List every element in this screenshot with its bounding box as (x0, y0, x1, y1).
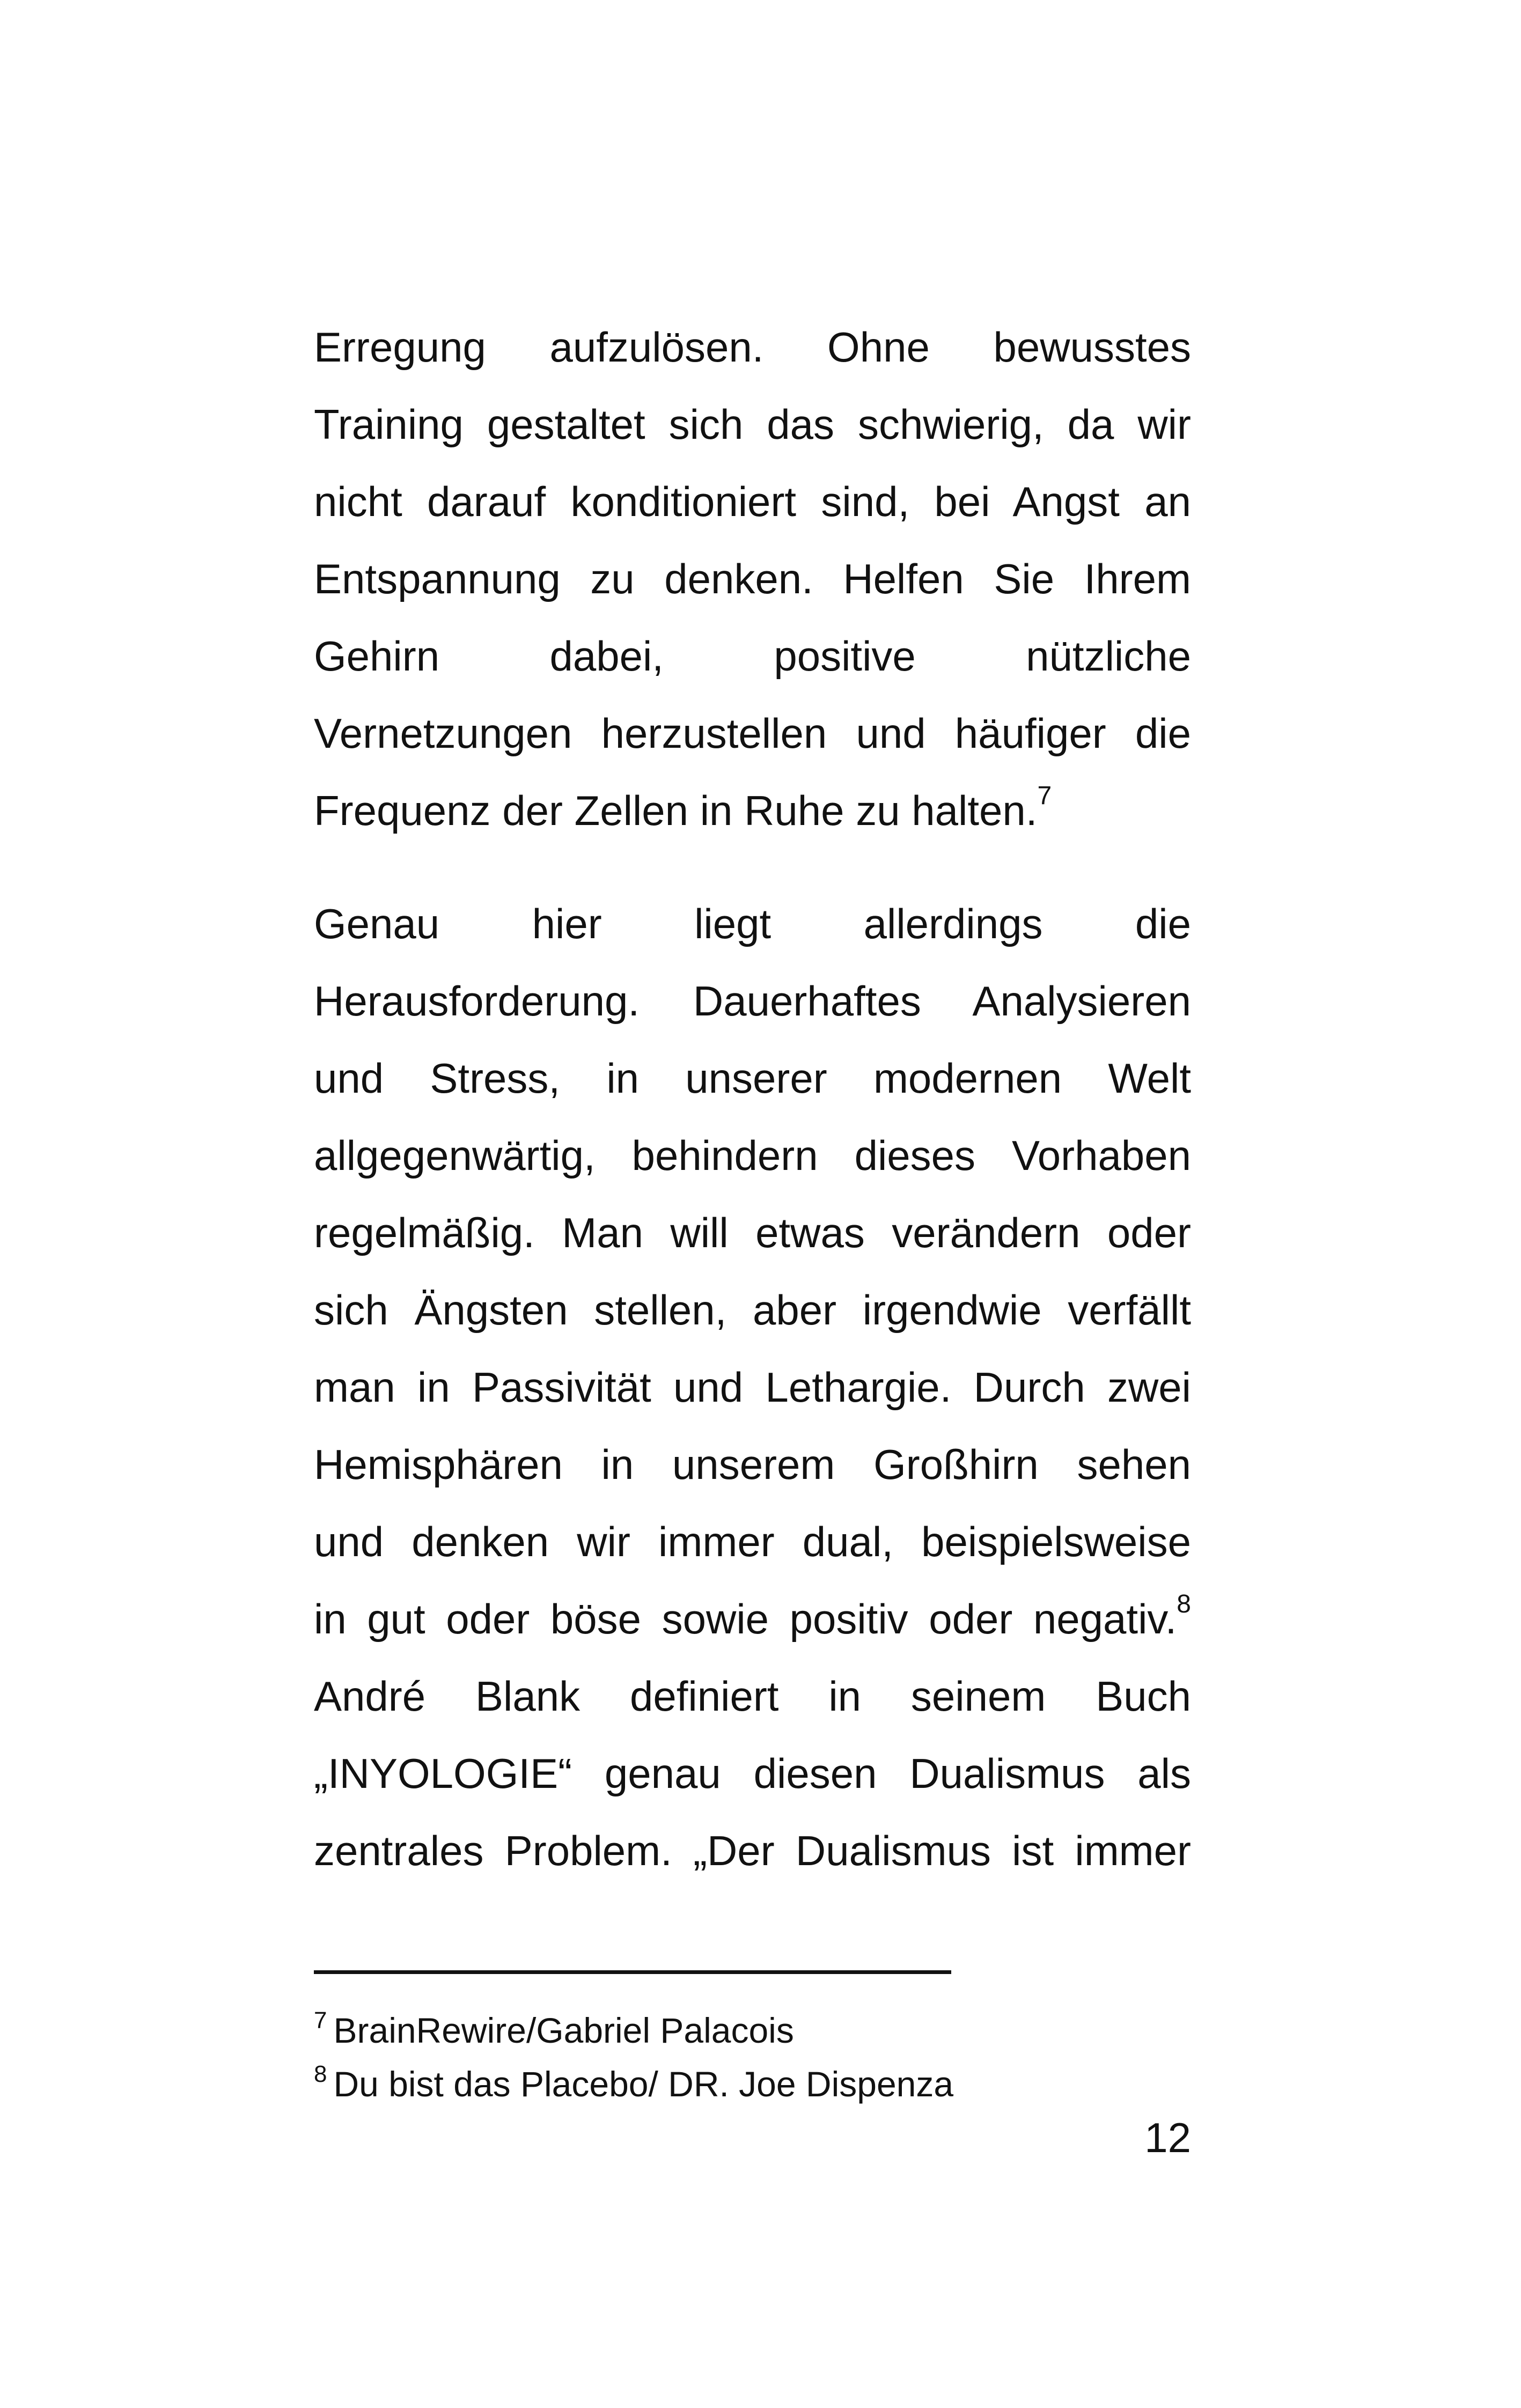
text-line (314, 772, 1191, 849)
text-line: nicht darauf konditioniert sind, bei Angst an (314, 478, 1191, 525)
text-line: und denken wir immer dual, beispielsweise (314, 1518, 1191, 1565)
text-line: Entspannung zu denken. Helfen Sie Ihrem (314, 555, 1191, 602)
text-line: und Stress, in unserer modernen Welt (314, 1055, 1191, 1102)
text-line: sich Ängsten stellen, aber irgendwie verfällt (314, 1286, 1191, 1334)
text-line: Hemisphären in unserem Großhirn sehen (314, 1441, 1191, 1488)
text-line-content: Frequenz der Zellen in Ruhe zu halten. (314, 787, 1038, 834)
footnote-text: BrainRewire/Gabriel Palacois (333, 2011, 794, 2050)
text-line: Vernetzungen herzustellen und häufiger die (314, 710, 1191, 757)
text-line: Erregung aufzulösen. Ohne bewusstes (314, 323, 1191, 371)
footnote-number: 7 (314, 2007, 327, 2034)
footnote-number: 8 (314, 2061, 327, 2087)
text-line (314, 1580, 1191, 1658)
text-line: Herausforderung. Dauerhaftes Analysieren (314, 977, 1191, 1025)
text-line-content: in gut oder böse sowie positiv oder negativ. (314, 1595, 1177, 1643)
footnote-reference: 8 (1177, 1590, 1191, 1618)
text-line: „INYOLOGIE“ genau diesen Dualismus als (314, 1750, 1191, 1797)
page-number: 12 (1144, 2114, 1191, 2161)
text-line: Gehirn dabei, positive nützliche (314, 632, 1191, 680)
text-line: regelmäßig. Man will etwas verändern oder (314, 1209, 1191, 1256)
text-line: Training gestaltet sich das schwierig, da wir (314, 401, 1191, 448)
footnote-text: Du bist das Placebo/ DR. Joe Dispenza (333, 2064, 954, 2104)
paragraph-2 (314, 885, 1191, 1889)
footnote-reference: 7 (1037, 782, 1052, 810)
footnote-8 (314, 2057, 1191, 2111)
paragraph-1 (314, 308, 1191, 849)
text-line: zentrales Problem. „Der Dualismus ist immer (314, 1827, 1191, 1874)
text-line: allgegenwärtig, behindern dieses Vorhaben (314, 1132, 1191, 1179)
footnote-7 (314, 2004, 1191, 2057)
text-line: man in Passivität und Lethargie. Durch zwei (314, 1364, 1191, 1411)
text-line: André Blank definiert in seinem Buch (314, 1673, 1191, 1720)
text-line: Genau hier liegt allerdings die (314, 900, 1191, 947)
footnote-separator (314, 1970, 951, 1974)
footnotes (314, 2004, 1191, 2111)
